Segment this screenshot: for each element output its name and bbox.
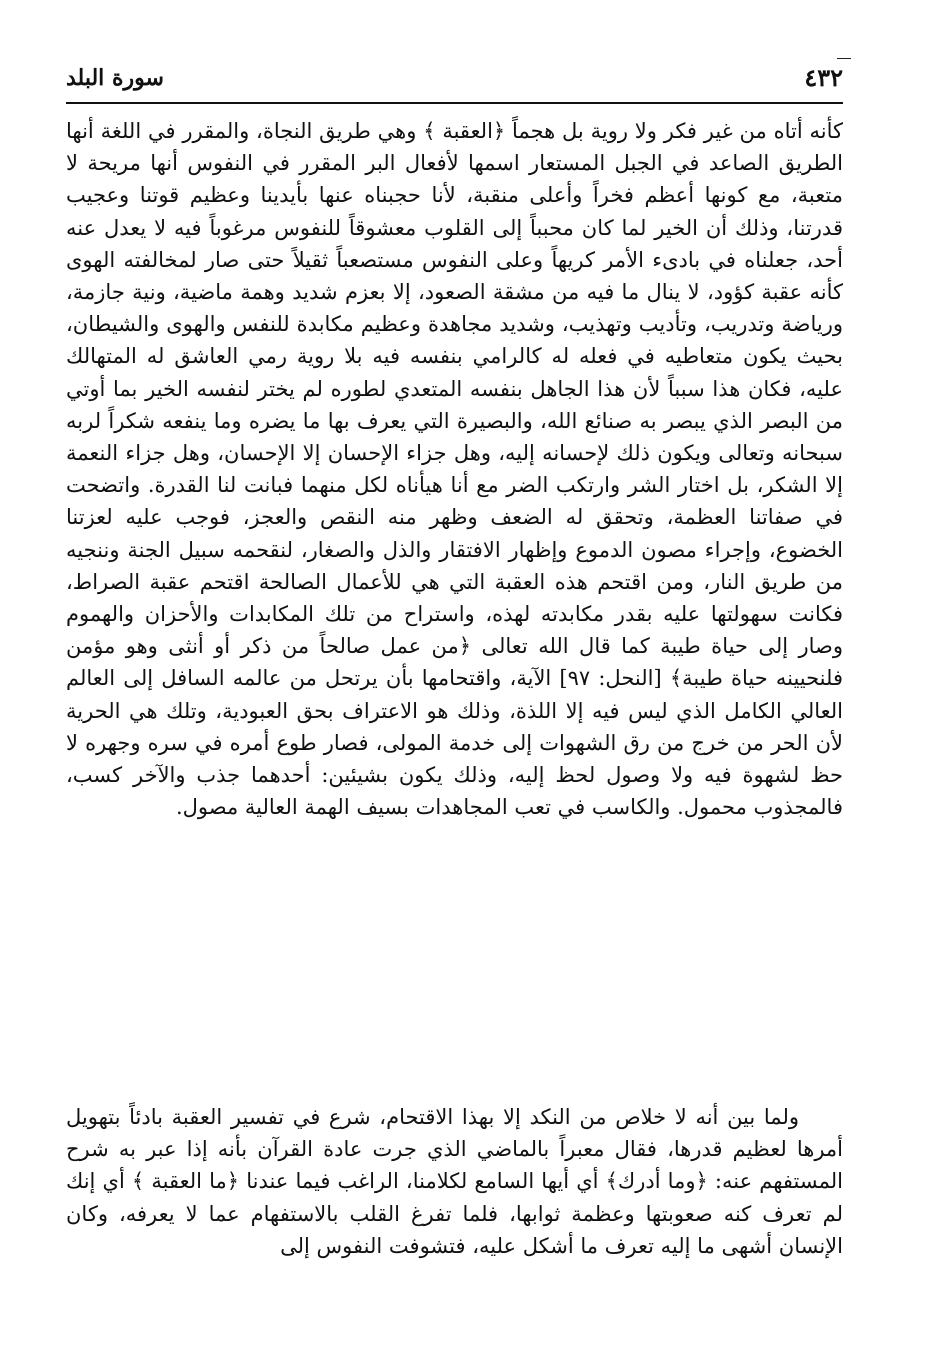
- page-header: [66, 62, 843, 102]
- surah-title: سورة البلد: [66, 65, 164, 91]
- paragraph-2: [66, 1101, 843, 1262]
- paragraph-1: [66, 115, 843, 823]
- header-divider: [66, 102, 843, 104]
- paragraph-2-text: ولما بين أنه لا خلاص من النكد إلا بهذا الاقتحام، شرع في تفسير العقبة بادئاً بتهويل أمرها لعظيم قدرها، فقال معبراً بالماضي الذي جرت عادة القرآن بأنه إذا عبر به شرح المستفهم عنه: ﴿وما أدرك﴾ أي أيها السامع لكلامنا، الراغب فيما عندنا ﴿ما العقبة ﴾ أي إنك لم تعرف كنه صعوبتها وعظمة ثوابها، فلما تفرغ القلب بالاستفهام عما لا يعرفه، وكان الإنسان أشهى ما إليه تعرف ما أشكل عليه، فتشوفت النفوس إلى: [66, 1105, 843, 1258]
- paragraph-1-text: كأنه أتاه من غير فكر ولا روية بل هجماً ﴿العقبة ﴾ وهي طريق النجاة، والمقرر في اللغة أنها الطريق الصاعد في الجبل المستعار اسمها لأفعال البر المقرر في النفوس أنها مريحة لا متعبة، مع كونها أعظم فخراً وأعلى منقبة، لأنا حجبناه عنها بأيدينا وعظيم قوتنا وعجيب قدرتنا، وذلك أن الخير لما كان محبباً إلى القلوب معشوقاً للنفوس مرغوباً فيه لا يعدل عنه أحد، جعلناه في بادىء الأمر كريهاً وعلى النفوس مستصعباً ثقيلاً حتى صار لمخالفته الهوى كأنه عقبة كؤود، لا ينال ما فيه من مشقة الصعود، إلا بعزم شديد وهمة ماضية، ونية جازمة، ورياضة وتدريب، وتأديب وتهذيب، وشديد مجاهدة وعظيم مكابدة للنفس والهوى والشيطان، بحيث يكون متعاطيه في فعله له كالرامي بنفسه فيه بلا روية رمي العاشق له المتهالك عليه، فكان هذا سبباً لأن هذا الجاهل بنفسه المتعدي لطوره لم يختر لنفسه الخير بما أوتي من البصر الذي يبصر به صنائع الله، والبصيرة التي يعرف بها ما يضره وما ينفعه شكراً لربه سبحانه وتعالى ويكون ذلك لإحسانه إليه، وهل جزاء الإحسان إلا الإحسان، وهل جزاء النعمة إلا الشكر، بل اختار الشر وارتكب الضر مع أنا هيأناه لكل منهما فبانت لنا القدرة. واتضحت في صفاتنا العظمة، وتحقق له الضعف وظهر منه النقص والعجز، فوجب عليه لعزتنا الخضوع، وإجراء مصون الدموع وإظهار الافتقار والذل والصغار، لنقحمه سبيل الجنة وننجيه من طريق النار، ومن اقتحم هذه العقبة التي هي للأعمال الصالحة اقتحم عقبة الصراط، فكانت سهولتها عليه بقدر مكابدته لهذه، واستراح من تلك المكابدات والأحزان والهموم وصار إلى حياة طيبة كما قال الله تعالى ﴿من عمل صالحاً من ذكر أو أنثى وهو مؤمن فلنحيينه حياة طيبة﴾ [النحل: ٩٧] الآية، واقتحامها بأن يرتحل من عالمه السافل إلى العالم العالي الكامل الذي ليس فيه إلا اللذة، وذلك هو الاعتراف بحق العبودية، وتلك هي الحرية لأن الحر من خرج من رق الشهوات إلى خدمة المولى، فصار طوع أمره في سره وجهره لا حظ لشهوة فيه ولا وصول لحظ إليه، وذلك يكون بشيئين: أحدهما جذب والآخر كسب، فالمجذوب محمول. والكاسب في تعب المجاهدات بسيف الهمة العالية مصول.: [66, 119, 843, 820]
- page-number: ٤٣٢: [804, 63, 843, 92]
- page-corner-mark: [837, 58, 851, 59]
